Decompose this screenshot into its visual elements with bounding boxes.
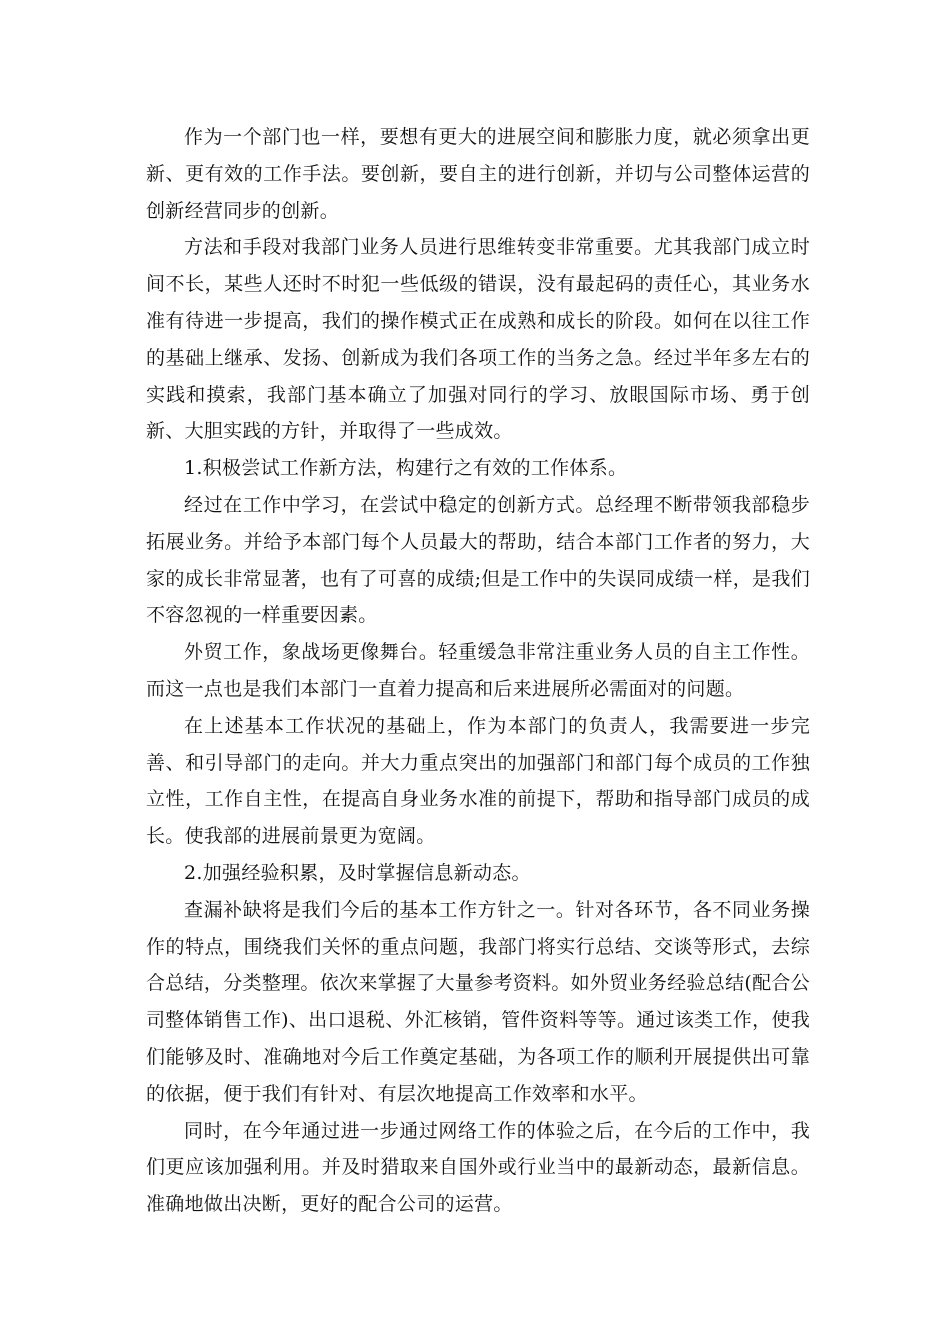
paragraph: 在上述基本工作状况的基础上，作为本部门的负责人，我需要进一步完善、和引导部门的走向。并大力重点突出的加强部门和部门每个成员的工作独立性，工作自主性，在提高自身业务水准的前提下，帮助和指导部门成员的成长。使我部的进展前景更为宽阔。	[146, 714, 810, 848]
paragraph: 同时，在今年通过进一步通过网络工作的体验之后，在今后的工作中，我们更应该加强利用。并及时猎取来自国外或行业当中的最新动态，最新信息。准确地做出决断，更好的配合公司的运营。	[146, 1119, 810, 1216]
paragraph: 经过在工作中学习，在尝试中稳定的创新方式。总经理不断带领我部稳步拓展业务。并给予本部门每个人员最大的帮助，结合本部门工作者的努力，大家的成长非常显著，也有了可喜的成绩;但是工作中的失误同成绩一样，是我们不容忽视的一样重要因素。	[146, 493, 810, 627]
numbered-heading: 2.加强经验积累，及时掌握信息新动态。	[184, 861, 531, 884]
numbered-heading: 1.积极尝试工作新方法，构建行之有效的工作体系。	[184, 457, 628, 480]
paragraph: 查漏补缺将是我们今后的基本工作方针之一。针对各环节，各不同业务操作的特点，围绕我们关怀的重点问题，我部门将实行总结、交谈等形式，去综合总结，分类整理。依次来掌握了大量参考资料。如外贸业务经验总结(配合公司整体销售工作)、出口退税、外汇核销，管件资料等等。通过该类工作，使我们能够及时、准确地对今后工作奠定基础，为各项工作的顺利开展提供出可靠的依据，便于我们有针对、有层次地提高工作效率和水平。	[146, 898, 810, 1105]
paragraph: 作为一个部门也一样，要想有更大的进展空间和膨胀力度，就必须拿出更新、更有效的工作手法。要创新，要自主的进行创新，并切与公司整体运营的创新经营同步的创新。	[146, 126, 810, 222]
paragraph: 方法和手段对我部门业务人员进行思维转变非常重要。尤其我部门成立时间不长，某些人还时不时犯一些低级的错误，没有最起码的责任心，其业务水准有待进一步提高，我们的操作模式正在成熟和成长的阶段。如何在以往工作的基础上继承、发扬、创新成为我们各项工作的当务之急。经过半年多左右的实践和摸索，我部门基本确立了加强对同行的学习、放眼国际市场、勇于创新、大胆实践的方针，并取得了一些成效。	[146, 236, 810, 443]
document-body	[146, 119, 810, 1223]
paragraph: 外贸工作，象战场更像舞台。轻重缓急非常注重业务人员的自主工作性。而这一点也是我们本部门一直着力提高和后来进展所必需面对的问题。	[146, 641, 810, 700]
